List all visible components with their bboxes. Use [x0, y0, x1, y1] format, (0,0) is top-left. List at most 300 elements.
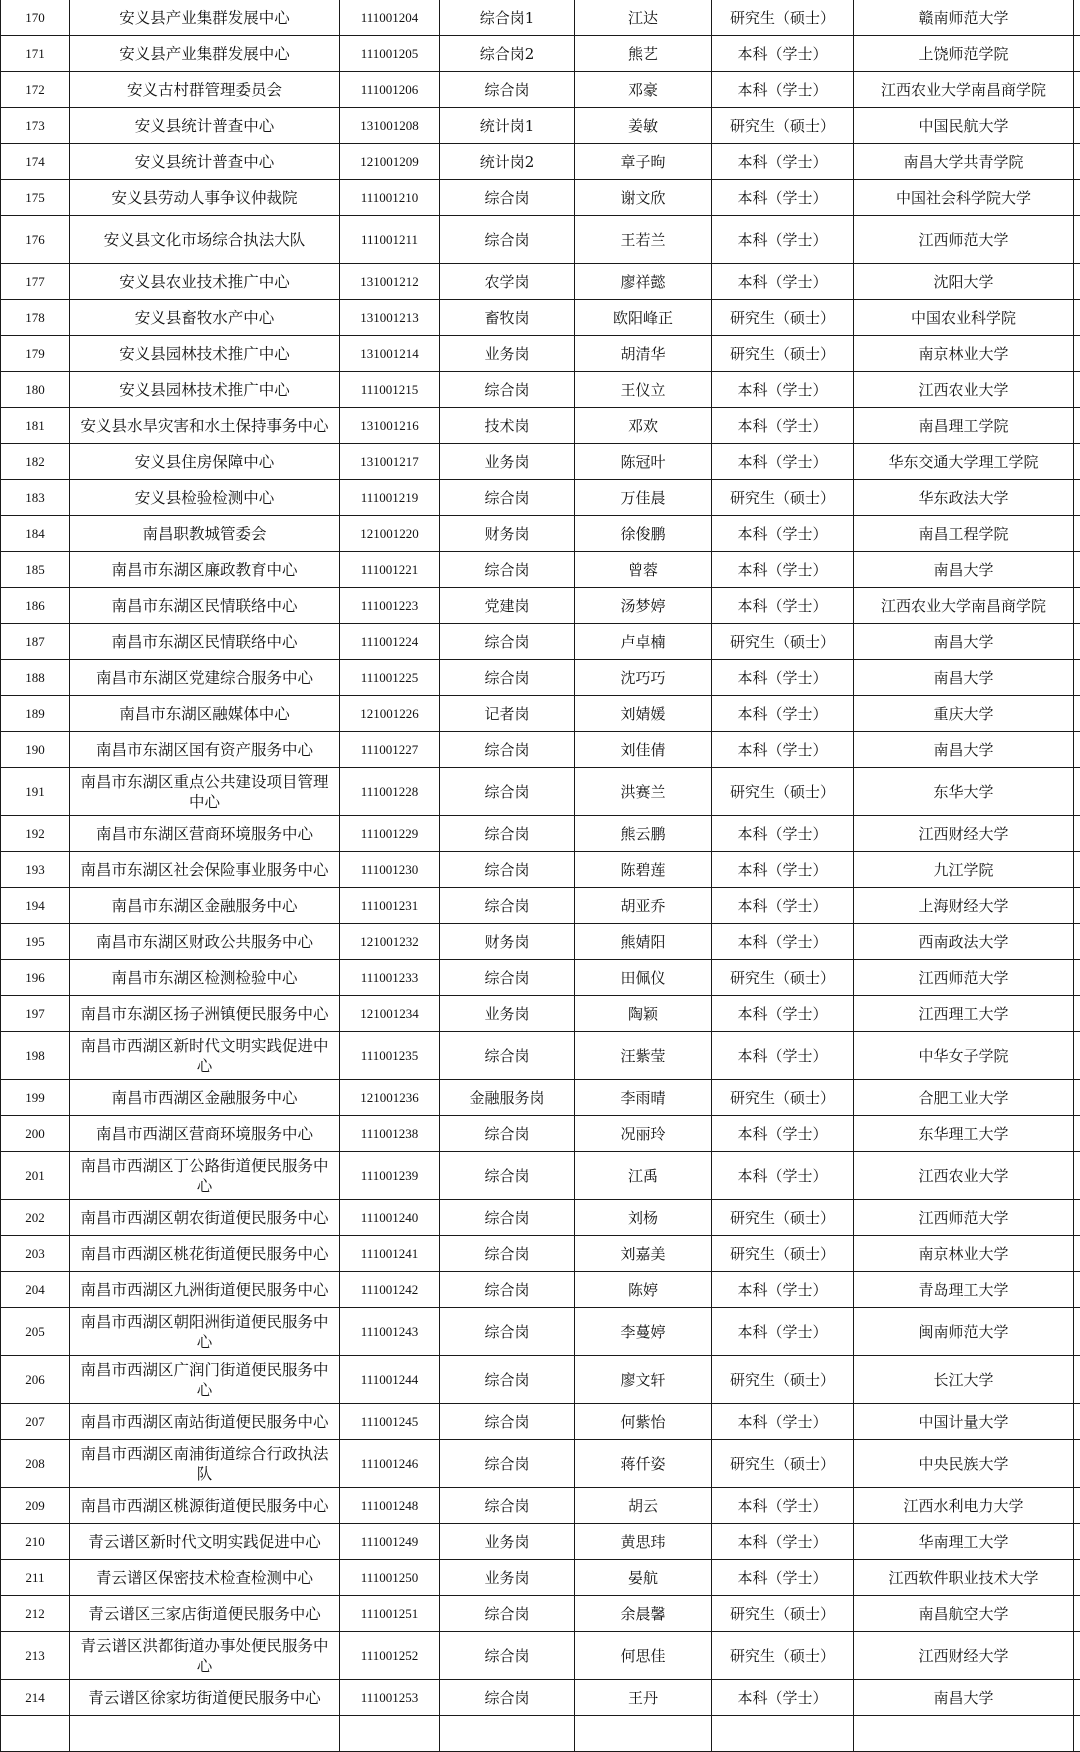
table-cell-cutoff [1074, 480, 1080, 516]
table-cell-cutoff [1074, 1200, 1080, 1236]
table-row [1, 108, 1080, 144]
position-name: 综合岗 [440, 1488, 575, 1524]
position-code: 131001217 [340, 444, 440, 480]
position-code [340, 1716, 440, 1752]
table-cell-cutoff [1074, 1272, 1080, 1308]
graduate-school: 江西水利电力大学 [854, 1488, 1074, 1524]
table-cell-cutoff [1074, 1308, 1080, 1356]
candidate-name: 刘杨 [575, 1200, 712, 1236]
table-cell-cutoff [1074, 852, 1080, 888]
table-row [1, 0, 1080, 36]
position-code: 131001213 [340, 300, 440, 336]
employer-unit: 安义县水旱灾害和水土保持事务中心 [70, 408, 340, 444]
graduate-school: 南昌航空大学 [854, 1596, 1074, 1632]
graduate-school: 江西农业大学南昌商学院 [854, 588, 1074, 624]
employer-unit: 南昌市西湖区营商环境服务中心 [70, 1116, 340, 1152]
position-code: 121001232 [340, 924, 440, 960]
candidate-name: 李雨晴 [575, 1080, 712, 1116]
table-cell-cutoff [1074, 516, 1080, 552]
graduate-school: 中国农业科学院 [854, 300, 1074, 336]
position-code: 111001249 [340, 1524, 440, 1560]
position-name: 综合岗 [440, 372, 575, 408]
position-code: 121001234 [340, 996, 440, 1032]
table-row [1, 372, 1080, 408]
education-degree: 研究生（硕士） [712, 624, 854, 660]
employer-unit: 南昌市东湖区重点公共建设项目管理中心 [70, 768, 340, 816]
position-code: 111001204 [340, 0, 440, 36]
graduate-school: 中国民航大学 [854, 108, 1074, 144]
education-degree: 研究生（硕士） [712, 960, 854, 996]
position-code: 111001246 [340, 1440, 440, 1488]
row-index: 202 [1, 1200, 70, 1236]
candidate-name: 邓欢 [575, 408, 712, 444]
table-cell-cutoff [1074, 588, 1080, 624]
table-row [1, 408, 1080, 444]
education-degree: 研究生（硕士） [712, 108, 854, 144]
employer-unit: 南昌市西湖区丁公路街道便民服务中心 [70, 1152, 340, 1200]
candidate-name: 黄思玮 [575, 1524, 712, 1560]
row-index: 197 [1, 996, 70, 1032]
row-index: 185 [1, 552, 70, 588]
row-index: 186 [1, 588, 70, 624]
position-name: 综合岗 [440, 888, 575, 924]
employer-unit: 安义县畜牧水产中心 [70, 300, 340, 336]
position-code: 111001239 [340, 1152, 440, 1200]
candidate-name: 胡云 [575, 1488, 712, 1524]
candidate-name: 汪紫莹 [575, 1032, 712, 1080]
candidate-name: 陈婷 [575, 1272, 712, 1308]
table-cell-cutoff [1074, 1440, 1080, 1488]
table-row [1, 1356, 1080, 1404]
table-cell-cutoff [1074, 36, 1080, 72]
employer-unit: 安义县统计普查中心 [70, 144, 340, 180]
candidate-name: 曾蓉 [575, 552, 712, 588]
employer-unit: 青云谱区保密技术检查检测中心 [70, 1560, 340, 1596]
table-cell-cutoff [1074, 408, 1080, 444]
candidate-name: 邓豪 [575, 72, 712, 108]
table-row [1, 624, 1080, 660]
education-degree: 本科（学士） [712, 1032, 854, 1080]
row-index: 176 [1, 216, 70, 264]
position-code: 111001231 [340, 888, 440, 924]
education-degree: 本科（学士） [712, 888, 854, 924]
table-row [1, 336, 1080, 372]
education-degree: 研究生（硕士） [712, 0, 854, 36]
graduate-school: 上饶师范学院 [854, 36, 1074, 72]
row-index: 180 [1, 372, 70, 408]
candidate-name: 徐俊鹏 [575, 516, 712, 552]
candidate-name: 王若兰 [575, 216, 712, 264]
table-cell-cutoff [1074, 444, 1080, 480]
position-name: 农学岗 [440, 264, 575, 300]
position-name: 综合岗2 [440, 36, 575, 72]
candidate-name: 江禹 [575, 1152, 712, 1200]
table-row [1, 1308, 1080, 1356]
table-row [1, 768, 1080, 816]
graduate-school: 江西软件职业技术大学 [854, 1560, 1074, 1596]
table-row [1, 144, 1080, 180]
graduate-school: 青岛理工大学 [854, 1272, 1074, 1308]
employer-unit: 南昌市东湖区营商环境服务中心 [70, 816, 340, 852]
graduate-school: 西南政法大学 [854, 924, 1074, 960]
row-index: 205 [1, 1308, 70, 1356]
employer-unit: 青云谱区徐家坊街道便民服务中心 [70, 1680, 340, 1716]
graduate-school: 江西财经大学 [854, 816, 1074, 852]
education-degree: 研究生（硕士） [712, 300, 854, 336]
education-degree: 本科（学士） [712, 696, 854, 732]
row-index: 207 [1, 1404, 70, 1440]
candidate-name: 陶颖 [575, 996, 712, 1032]
row-index: 200 [1, 1116, 70, 1152]
employer-unit: 南昌市东湖区财政公共服务中心 [70, 924, 340, 960]
graduate-school: 中国社会科学院大学 [854, 180, 1074, 216]
employer-unit: 南昌市东湖区社会保险事业服务中心 [70, 852, 340, 888]
table-cell-cutoff [1074, 660, 1080, 696]
row-index: 171 [1, 36, 70, 72]
education-degree [712, 1716, 854, 1752]
education-degree: 本科（学士） [712, 1272, 854, 1308]
candidate-name: 何紫怡 [575, 1404, 712, 1440]
table-row [1, 216, 1080, 264]
candidate-name: 田佩仪 [575, 960, 712, 996]
graduate-school: 中央民族大学 [854, 1440, 1074, 1488]
row-index: 201 [1, 1152, 70, 1200]
position-name: 统计岗2 [440, 144, 575, 180]
education-degree: 研究生（硕士） [712, 336, 854, 372]
table-row [1, 300, 1080, 336]
education-degree: 本科（学士） [712, 924, 854, 960]
row-index: 181 [1, 408, 70, 444]
graduate-school: 南昌大学共青学院 [854, 144, 1074, 180]
position-code: 111001230 [340, 852, 440, 888]
table-row [1, 960, 1080, 996]
employer-unit: 南昌职教城管委会 [70, 516, 340, 552]
graduate-school: 江西农业大学南昌商学院 [854, 72, 1074, 108]
candidate-name: 谢文欣 [575, 180, 712, 216]
candidate-name: 胡清华 [575, 336, 712, 372]
graduate-school: 江西农业大学 [854, 1152, 1074, 1200]
employer-unit: 青云谱区三家店街道便民服务中心 [70, 1596, 340, 1632]
graduate-school: 九江学院 [854, 852, 1074, 888]
row-index: 179 [1, 336, 70, 372]
candidate-name: 汤梦婷 [575, 588, 712, 624]
table-cell-cutoff [1074, 1356, 1080, 1404]
table-row [1, 816, 1080, 852]
employer-unit: 安义县园林技术推广中心 [70, 372, 340, 408]
education-degree: 本科（学士） [712, 1524, 854, 1560]
candidate-name: 洪赛兰 [575, 768, 712, 816]
table-row [1, 996, 1080, 1032]
position-name: 业务岗 [440, 336, 575, 372]
candidate-name: 王丹 [575, 1680, 712, 1716]
position-name: 综合岗 [440, 816, 575, 852]
position-code: 111001251 [340, 1596, 440, 1632]
position-name: 综合岗 [440, 1680, 575, 1716]
education-degree: 本科（学士） [712, 180, 854, 216]
position-code: 121001236 [340, 1080, 440, 1116]
education-degree: 本科（学士） [712, 1404, 854, 1440]
position-code: 111001224 [340, 624, 440, 660]
table-cell-cutoff [1074, 624, 1080, 660]
row-index: 213 [1, 1632, 70, 1680]
position-code: 111001242 [340, 1272, 440, 1308]
position-code: 131001212 [340, 264, 440, 300]
graduate-school: 江西师范大学 [854, 216, 1074, 264]
row-index: 194 [1, 888, 70, 924]
table-row [1, 516, 1080, 552]
graduate-school: 中国计量大学 [854, 1404, 1074, 1440]
candidate-name: 陈碧莲 [575, 852, 712, 888]
row-index: 211 [1, 1560, 70, 1596]
position-name: 综合岗 [440, 660, 575, 696]
position-code: 111001245 [340, 1404, 440, 1440]
table-row [1, 1488, 1080, 1524]
table-cell-cutoff [1074, 300, 1080, 336]
education-degree: 本科（学士） [712, 1488, 854, 1524]
row-index: 172 [1, 72, 70, 108]
table-cell-cutoff [1074, 552, 1080, 588]
table-cell-cutoff [1074, 1236, 1080, 1272]
graduate-school: 南昌大学 [854, 552, 1074, 588]
table-row [1, 36, 1080, 72]
education-degree: 研究生（硕士） [712, 768, 854, 816]
position-name [440, 1716, 575, 1752]
position-name: 综合岗 [440, 1404, 575, 1440]
graduate-school: 江西理工大学 [854, 996, 1074, 1032]
candidate-name: 熊艺 [575, 36, 712, 72]
position-code: 111001244 [340, 1356, 440, 1404]
candidate-name: 廖文轩 [575, 1356, 712, 1404]
position-name: 党建岗 [440, 588, 575, 624]
candidate-name: 江达 [575, 0, 712, 36]
table-row [1, 1152, 1080, 1200]
table-body [1, 0, 1080, 1752]
graduate-school: 南昌大学 [854, 1680, 1074, 1716]
row-index: 189 [1, 696, 70, 732]
position-code: 131001214 [340, 336, 440, 372]
row-index: 208 [1, 1440, 70, 1488]
table-row [1, 1272, 1080, 1308]
graduate-school: 南昌大学 [854, 624, 1074, 660]
position-name: 综合岗 [440, 1440, 575, 1488]
employer-unit: 南昌市西湖区朝农街道便民服务中心 [70, 1200, 340, 1236]
education-degree: 本科（学士） [712, 852, 854, 888]
candidate-name: 李蔓婷 [575, 1308, 712, 1356]
row-index: 175 [1, 180, 70, 216]
graduate-school: 东华大学 [854, 768, 1074, 816]
position-name: 综合岗 [440, 732, 575, 768]
graduate-school: 合肥工业大学 [854, 1080, 1074, 1116]
table-cell-cutoff [1074, 1524, 1080, 1560]
employer-unit: 青云谱区新时代文明实践促进中心 [70, 1524, 340, 1560]
table-row [1, 1404, 1080, 1440]
candidate-name: 晏航 [575, 1560, 712, 1596]
employer-unit: 青云谱区洪都街道办事处便民服务中心 [70, 1632, 340, 1680]
employer-unit: 南昌市西湖区南站街道便民服务中心 [70, 1404, 340, 1440]
table-row [1, 852, 1080, 888]
row-index: 177 [1, 264, 70, 300]
row-index: 199 [1, 1080, 70, 1116]
position-code: 111001227 [340, 732, 440, 768]
graduate-school: 南昌工程学院 [854, 516, 1074, 552]
table-cell-cutoff [1074, 696, 1080, 732]
employer-unit: 安义县产业集群发展中心 [70, 0, 340, 36]
graduate-school: 东华理工大学 [854, 1116, 1074, 1152]
table-row [1, 588, 1080, 624]
employer-unit: 安义县住房保障中心 [70, 444, 340, 480]
employer-unit: 南昌市西湖区南浦街道综合行政执法队 [70, 1440, 340, 1488]
graduate-school: 华东交通大学理工学院 [854, 444, 1074, 480]
position-code: 111001211 [340, 216, 440, 264]
position-code: 111001243 [340, 1308, 440, 1356]
employer-unit: 安义县产业集群发展中心 [70, 36, 340, 72]
employer-unit: 南昌市东湖区金融服务中心 [70, 888, 340, 924]
row-index: 193 [1, 852, 70, 888]
row-index: 192 [1, 816, 70, 852]
education-degree: 本科（学士） [712, 996, 854, 1032]
table-cell-cutoff [1074, 1404, 1080, 1440]
table-cell-cutoff [1074, 924, 1080, 960]
candidate-name: 蒋仟姿 [575, 1440, 712, 1488]
table-row [1, 1440, 1080, 1488]
candidate-name: 廖祥懿 [575, 264, 712, 300]
employer-unit: 南昌市东湖区检测检验中心 [70, 960, 340, 996]
position-code: 111001210 [340, 180, 440, 216]
position-name: 综合岗 [440, 72, 575, 108]
position-code: 111001248 [340, 1488, 440, 1524]
education-degree: 本科（学士） [712, 216, 854, 264]
employer-unit: 南昌市西湖区桃源街道便民服务中心 [70, 1488, 340, 1524]
row-index: 190 [1, 732, 70, 768]
education-degree: 本科（学士） [712, 816, 854, 852]
position-name: 综合岗 [440, 552, 575, 588]
row-index: 182 [1, 444, 70, 480]
education-degree: 研究生（硕士） [712, 1440, 854, 1488]
education-degree: 本科（学士） [712, 660, 854, 696]
table-cell-cutoff [1074, 1680, 1080, 1716]
position-code: 111001223 [340, 588, 440, 624]
row-index: 203 [1, 1236, 70, 1272]
education-degree: 本科（学士） [712, 1560, 854, 1596]
row-index: 198 [1, 1032, 70, 1080]
table-row [1, 1032, 1080, 1080]
employer-unit: 安义县劳动人事争议仲裁院 [70, 180, 340, 216]
row-index: 214 [1, 1680, 70, 1716]
row-index: 204 [1, 1272, 70, 1308]
table-row [1, 1236, 1080, 1272]
row-index: 188 [1, 660, 70, 696]
row-index: 173 [1, 108, 70, 144]
position-name: 综合岗 [440, 852, 575, 888]
table-row [1, 732, 1080, 768]
position-name: 综合岗 [440, 768, 575, 816]
table-row [1, 552, 1080, 588]
table-cell-cutoff [1074, 996, 1080, 1032]
employer-unit: 南昌市东湖区党建综合服务中心 [70, 660, 340, 696]
position-code: 111001233 [340, 960, 440, 996]
position-name: 综合岗 [440, 1032, 575, 1080]
education-degree: 本科（学士） [712, 1116, 854, 1152]
candidate-name [575, 1716, 712, 1752]
row-index: 178 [1, 300, 70, 336]
row-index: 195 [1, 924, 70, 960]
table-cell-cutoff [1074, 216, 1080, 264]
candidate-name: 卢卓楠 [575, 624, 712, 660]
position-name: 记者岗 [440, 696, 575, 732]
education-degree: 本科（学士） [712, 1680, 854, 1716]
table-cell-cutoff [1074, 336, 1080, 372]
candidate-name: 章子昫 [575, 144, 712, 180]
table-row [1, 1080, 1080, 1116]
position-name: 统计岗1 [440, 108, 575, 144]
employer-unit: 南昌市东湖区民情联络中心 [70, 588, 340, 624]
table-cell-cutoff [1074, 768, 1080, 816]
table-row [1, 1560, 1080, 1596]
candidate-name: 陈冠叶 [575, 444, 712, 480]
candidate-name: 刘佳倩 [575, 732, 712, 768]
position-code: 111001219 [340, 480, 440, 516]
position-code: 111001252 [340, 1632, 440, 1680]
table-row [1, 888, 1080, 924]
position-name: 综合岗 [440, 1152, 575, 1200]
employer-unit: 安义古村群管理委员会 [70, 72, 340, 108]
position-name: 综合岗1 [440, 0, 575, 36]
position-name: 金融服务岗 [440, 1080, 575, 1116]
education-degree: 本科（学士） [712, 516, 854, 552]
employer-unit: 南昌市东湖区民情联络中心 [70, 624, 340, 660]
table-cell-cutoff [1074, 732, 1080, 768]
position-code: 121001220 [340, 516, 440, 552]
graduate-school: 华南理工大学 [854, 1524, 1074, 1560]
employer-unit: 南昌市西湖区朝阳洲街道便民服务中心 [70, 1308, 340, 1356]
position-code: 111001241 [340, 1236, 440, 1272]
table-cell-cutoff [1074, 108, 1080, 144]
education-degree: 本科（学士） [712, 36, 854, 72]
position-name: 业务岗 [440, 444, 575, 480]
candidate-name: 姜敏 [575, 108, 712, 144]
graduate-school: 南京林业大学 [854, 1236, 1074, 1272]
graduate-school: 长江大学 [854, 1356, 1074, 1404]
row-index: 212 [1, 1596, 70, 1632]
education-degree: 研究生（硕士） [712, 1080, 854, 1116]
employer-unit: 南昌市东湖区廉政教育中心 [70, 552, 340, 588]
position-name: 财务岗 [440, 516, 575, 552]
education-degree: 本科（学士） [712, 588, 854, 624]
education-degree: 本科（学士） [712, 264, 854, 300]
graduate-school: 江西农业大学 [854, 372, 1074, 408]
position-code: 111001221 [340, 552, 440, 588]
position-code: 111001205 [340, 36, 440, 72]
table-cell-cutoff [1074, 1716, 1080, 1752]
row-index: 187 [1, 624, 70, 660]
table-row [1, 72, 1080, 108]
table-cell-cutoff [1074, 264, 1080, 300]
row-index: 183 [1, 480, 70, 516]
position-name: 综合岗 [440, 1356, 575, 1404]
position-name: 综合岗 [440, 216, 575, 264]
table-cell-cutoff [1074, 1152, 1080, 1200]
position-code: 111001235 [340, 1032, 440, 1080]
candidate-name: 余晨馨 [575, 1596, 712, 1632]
position-name: 综合岗 [440, 1596, 575, 1632]
position-name: 综合岗 [440, 180, 575, 216]
table-row [1, 1716, 1080, 1752]
position-name: 综合岗 [440, 1116, 575, 1152]
employer-unit: 南昌市西湖区桃花街道便民服务中心 [70, 1236, 340, 1272]
education-degree: 本科（学士） [712, 72, 854, 108]
graduate-school: 中华女子学院 [854, 1032, 1074, 1080]
employer-unit [70, 1716, 340, 1752]
